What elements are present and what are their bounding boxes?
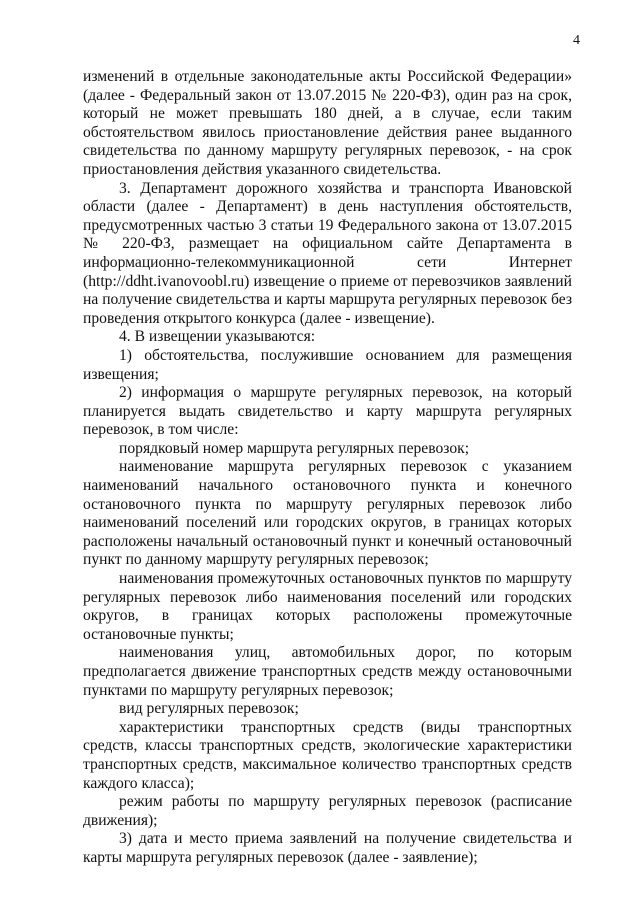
list-item-3: 3) дата и место приема заявлений на получение свидетельства и карты маршрута регулярных перевозок (далее - заявление); — [83, 830, 572, 866]
paragraph-continuation: изменений в отдельные законодательные акты Российской Федерации» (далее - Федеральный закон от 13.07.2015 № 220-ФЗ), один раз на срок, который не может превышать 180 дней, а в случае, если таким обстоятельством явилось приостановление действия ранее выданного свидетельства по данному маршруту регулярных перевозок, - на срок приостановления действия указанного свидетельства. — [83, 68, 572, 178]
list-item-1: 1) обстоятельства, послужившие основанием для размещения извещения; — [83, 346, 572, 383]
sub-item-schedule: режим работы по маршруту регулярных перевозок (расписание движения); — [83, 793, 572, 829]
sub-item-streets: наименования улиц, автомобильных дорог, по которым предполагается движение транспортных средств между остановочными пунктами по маршруту регулярных перевозок; — [83, 644, 572, 699]
paragraph-item-4: 4. В извещении указываются: — [119, 328, 316, 346]
list-item-2: 2) информация о маршруте регулярных перевозок, на который планируется выдать свидетельство и карту маршрута регулярных перевозок, в том числе: — [83, 384, 572, 439]
page-number: 4 — [573, 33, 580, 48]
sub-item-transport-type: вид регулярных перевозок; — [119, 700, 299, 718]
sub-item-intermediate-stops: наименования промежуточных остановочных пунктов по маршруту регулярных перевозок либо наименования поселений или городских округов, в границах которых расположены промежуточные остановочные пункты; — [83, 570, 572, 643]
sub-item-route-number: порядковый номер маршрута регулярных перевозок; — [119, 439, 470, 457]
sub-item-route-name: наименование маршрута регулярных перевозок с указанием наименований начального остановочного пункта и конечного остановочного пункта по маршруту регулярных перевозок либо наименований поселений или городских округов, в границах которых расположены начальный остановочный пункт и конечный остановочный пункт по данному маршруту регулярных перевозок; — [83, 458, 572, 569]
paragraph-item-3: 3. Департамент дорожного хозяйства и транспорта Ивановской области (далее - Департамент) в день наступления обстоятельств, предусмотренных частью 3 статьи 19 Федерального закона от 13.07.2015 № 220-ФЗ, размещает на официальном сайте Департамента в информационно-телекоммуникационной сети Интернет (http://ddht.ivanovoobl.ru) извещение о приеме от перевозчиков заявлений на получение свидетельства и карты маршрута регулярных перевозок без проведения открытого конкурса (далее - извещение). — [83, 179, 572, 327]
sub-item-vehicle-characteristics: характеристики транспортных средств (виды транспортных средств, классы транспортных средств, экологические характеристики транспортных средств, максимальное количество транспортных средств каждого класса); — [83, 718, 572, 792]
document-body — [83, 68, 572, 868]
